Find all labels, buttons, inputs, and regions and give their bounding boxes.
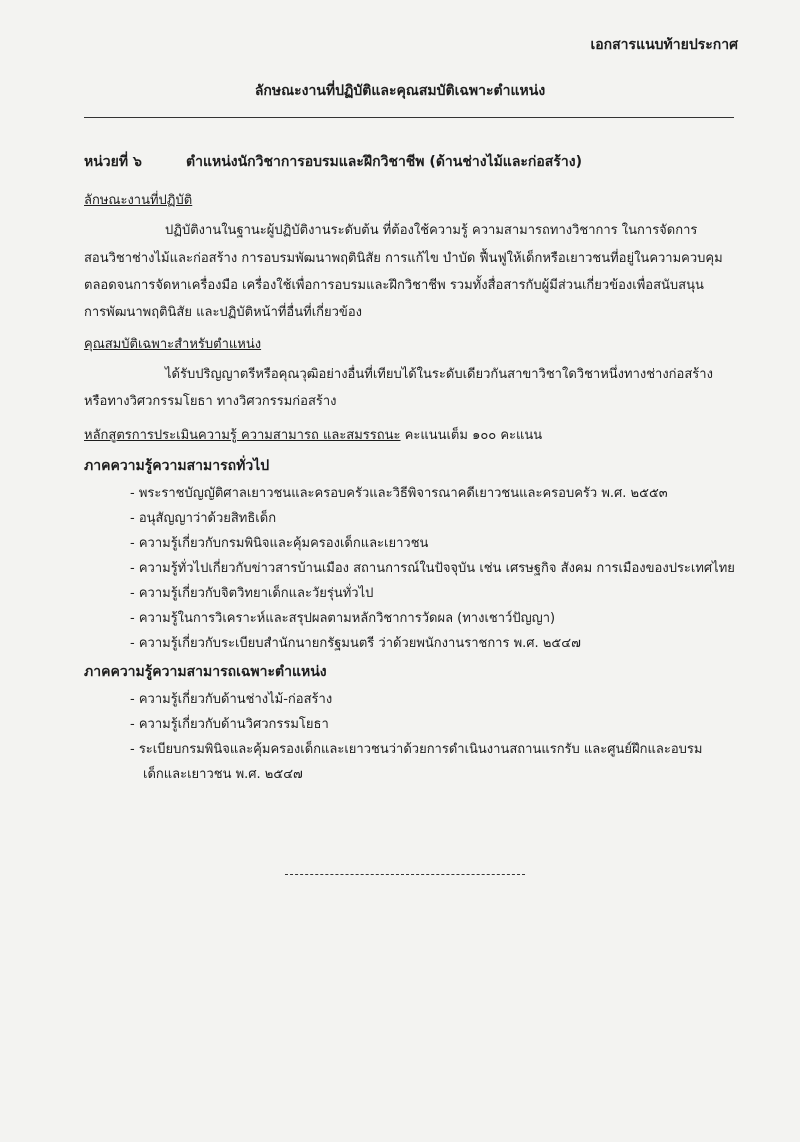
- page-title: ลักษณะงานที่ปฏิบัติและคุณสมบัติเฉพาะตำแหน่ง: [254, 83, 546, 99]
- list-item: - ความรู้เกี่ยวกับระเบียบสำนักนายกรัฐมนตรี ว่าด้วยพนักงานราชการ พ.ศ. ๒๕๔๗: [130, 636, 581, 651]
- assessment-heading: หลักสูตรการประเมินความรู้ ความสามารถ และสมรรถนะ: [84, 428, 401, 443]
- unit-number: หน่วยที่ ๖: [84, 154, 142, 170]
- duties-line: ตลอดจนการจัดหาเครื่องมือ เครื่องใช้เพื่อการอบรมและฝึกวิชาชีพ รวมทั้งสื่อสารกับผู้มีส่วนเกี่ยวข้องเพื่อสนับสนุน: [84, 278, 704, 293]
- title-divider: [84, 117, 734, 118]
- duties-line: ปฏิบัติงานในฐานะผู้ปฏิบัติงานระดับต้น ที่ต้องใช้ความรู้ ความสามารถทางวิชาการ ในการจัดการ: [165, 223, 698, 238]
- duties-line: สอนวิชาช่างไม้และก่อสร้าง การอบรมพัฒนาพฤตินิสัย การแก้ไข บำบัด ฟื้นฟูให้เด็กหรือเยาวชนที่อยู่ในความควบคุม: [84, 251, 723, 266]
- qualifications-heading: คุณสมบัติเฉพาะสำหรับตำแหน่ง: [84, 337, 262, 352]
- assessment-score: คะแนนเต็ม ๑๐๐ คะแนน: [400, 428, 543, 443]
- position-title: ตำแหน่งนักวิชาการอบรมและฝึกวิชาชีพ (ด้านช่างไม้และก่อสร้าง): [186, 154, 582, 170]
- list-item-continuation: เด็กและเยาวชน พ.ศ. ๒๕๔๗: [143, 767, 303, 782]
- duties-heading: ลักษณะงานที่ปฏิบัติ: [84, 193, 193, 208]
- qualifications-line: หรือทางวิศวกรรมโยธา ทางวิศวกรรมก่อสร้าง: [84, 394, 337, 409]
- duties-line: การพัฒนาพฤตินิสัย และปฏิบัติหน้าที่อื่นที่เกี่ยวข้อง: [84, 305, 362, 320]
- list-item: - ระเบียบกรมพินิจและคุ้มครองเด็กและเยาวชนว่าด้วยการดำเนินงานสถานแรกรับ และศูนย์ฝึกและอบรม: [130, 742, 703, 757]
- list-item: - ความรู้เกี่ยวกับกรมพินิจและคุ้มครองเด็กและเยาวชน: [130, 536, 429, 551]
- specific-section-heading: ภาคความรู้ความสามารถเฉพาะตำแหน่ง: [84, 664, 327, 680]
- header-note: เอกสารแนบท้ายประกาศ: [590, 37, 738, 53]
- list-item: - ความรู้ทั่วไปเกี่ยวกับข่าวสารบ้านเมือง สถานการณ์ในปัจจุบัน เช่น เศรษฐกิจ สังคม การเมืองของประเทศไทย: [130, 561, 735, 576]
- qualifications-line: ได้รับปริญญาตรีหรือคุณวุฒิอย่างอื่นที่เทียบได้ในระดับเดียวกันสาขาวิชาใดวิชาหนึ่งทางช่างก่อสร้าง: [165, 367, 713, 382]
- list-item: - ความรู้เกี่ยวกับจิตวิทยาเด็กและวัยรุ่นทั่วไป: [130, 586, 374, 601]
- closing-dashed-line: [285, 874, 525, 875]
- assessment-line: [84, 424, 542, 445]
- list-item: - พระราชบัญญัติศาลเยาวชนและครอบครัวและวิธีพิจารณาคดีเยาวชนและครอบครัว พ.ศ. ๒๕๕๓: [130, 486, 668, 501]
- general-section-heading: ภาคความรู้ความสามารถทั่วไป: [84, 458, 270, 474]
- list-item: - ความรู้ในการวิเคราะห์และสรุปผลตามหลักวิชาการวัดผล (ทางเชาว์ปัญญา): [130, 611, 556, 626]
- list-item: - อนุสัญญาว่าด้วยสิทธิเด็ก: [130, 511, 277, 526]
- list-item: - ความรู้เกี่ยวกับด้านวิศวกรรมโยธา: [130, 717, 329, 732]
- list-item: - ความรู้เกี่ยวกับด้านช่างไม้-ก่อสร้าง: [130, 692, 333, 707]
